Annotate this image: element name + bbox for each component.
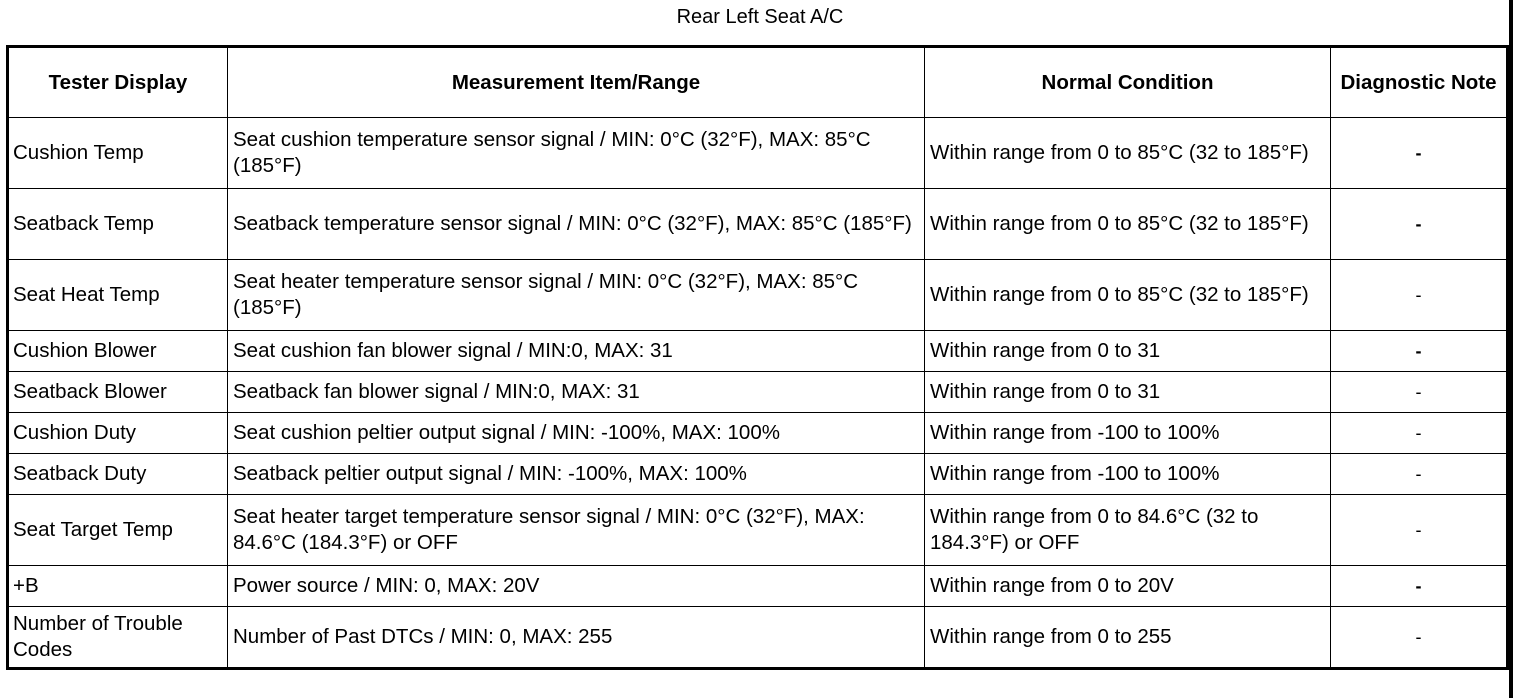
diagnostic-note-cell: - <box>1331 118 1508 189</box>
table-row <box>8 372 1508 413</box>
normal-condition-cell: Within range from 0 to 31 <box>925 331 1331 372</box>
diagnostic-note-cell: - <box>1331 495 1508 566</box>
header-tester-display: Tester Display <box>8 47 228 118</box>
diagnostic-note-cell: - <box>1331 260 1508 331</box>
header-normal-condition: Normal Condition <box>925 47 1331 118</box>
tester-display-cell: Cushion Temp <box>8 118 228 189</box>
diagnostic-note-cell: - <box>1331 566 1508 607</box>
tester-display-cell: Seatback Blower <box>8 372 228 413</box>
tester-display-cell: Cushion Blower <box>8 331 228 372</box>
normal-condition-cell: Within range from 0 to 31 <box>925 372 1331 413</box>
normal-condition-cell: Within range from 0 to 85°C (32 to 185°F) <box>925 189 1331 260</box>
header-row <box>8 47 1508 118</box>
table-row <box>8 413 1508 454</box>
page-edge-rule <box>1509 0 1513 698</box>
normal-condition-cell: Within range from 0 to 255 <box>925 607 1331 669</box>
measurement-item-cell: Seat cushion peltier output signal / MIN: -100%, MAX: 100% <box>228 413 925 454</box>
measurement-item-cell: Power source / MIN: 0, MAX: 20V <box>228 566 925 607</box>
measurement-item-cell: Seat heater target temperature sensor signal / MIN: 0°C (32°F), MAX: 84.6°C (184.3°F) or OFF <box>228 495 925 566</box>
measurement-item-cell: Seat cushion temperature sensor signal / MIN: 0°C (32°F), MAX: 85°C (185°F) <box>228 118 925 189</box>
table-row <box>8 331 1508 372</box>
normal-condition-cell: Within range from -100 to 100% <box>925 454 1331 495</box>
tester-display-cell: +B <box>8 566 228 607</box>
tester-display-cell: Cushion Duty <box>8 413 228 454</box>
tester-display-cell: Seat Heat Temp <box>8 260 228 331</box>
diagnostic-note-cell: - <box>1331 331 1508 372</box>
measurement-item-cell: Seatback peltier output signal / MIN: -100%, MAX: 100% <box>228 454 925 495</box>
measurement-item-cell: Number of Past DTCs / MIN: 0, MAX: 255 <box>228 607 925 669</box>
header-diagnostic-note: Diagnostic Note <box>1331 47 1508 118</box>
measurement-item-cell: Seatback temperature sensor signal / MIN: 0°C (32°F), MAX: 85°C (185°F) <box>228 189 925 260</box>
tester-display-cell: Number of Trouble Codes <box>8 607 228 669</box>
measurement-item-cell: Seat heater temperature sensor signal / MIN: 0°C (32°F), MAX: 85°C (185°F) <box>228 260 925 331</box>
table-row <box>8 495 1508 566</box>
header-measurement-item: Measurement Item/Range <box>228 47 925 118</box>
tester-display-cell: Seatback Duty <box>8 454 228 495</box>
measurement-item-cell: Seat cushion fan blower signal / MIN:0, MAX: 31 <box>228 331 925 372</box>
table-row <box>8 189 1508 260</box>
table-row <box>8 118 1508 189</box>
normal-condition-cell: Within range from 0 to 85°C (32 to 185°F) <box>925 118 1331 189</box>
normal-condition-cell: Within range from 0 to 84.6°C (32 to 184.3°F) or OFF <box>925 495 1331 566</box>
table-row <box>8 260 1508 331</box>
measurement-item-cell: Seatback fan blower signal / MIN:0, MAX: 31 <box>228 372 925 413</box>
diagnostic-note-cell: - <box>1331 189 1508 260</box>
diagnostic-note-cell: - <box>1331 413 1508 454</box>
normal-condition-cell: Within range from 0 to 85°C (32 to 185°F) <box>925 260 1331 331</box>
diagnostic-note-cell: - <box>1331 454 1508 495</box>
table-row <box>8 454 1508 495</box>
table-row <box>8 607 1508 669</box>
diagnostic-note-cell: - <box>1331 372 1508 413</box>
diagnostic-note-cell: - <box>1331 607 1508 669</box>
normal-condition-cell: Within range from 0 to 20V <box>925 566 1331 607</box>
tester-display-cell: Seat Target Temp <box>8 495 228 566</box>
table-row <box>8 566 1508 607</box>
data-list-table <box>6 45 1509 670</box>
table-caption: Rear Left Seat A/C <box>676 6 844 28</box>
normal-condition-cell: Within range from -100 to 100% <box>925 413 1331 454</box>
tester-display-cell: Seatback Temp <box>8 189 228 260</box>
